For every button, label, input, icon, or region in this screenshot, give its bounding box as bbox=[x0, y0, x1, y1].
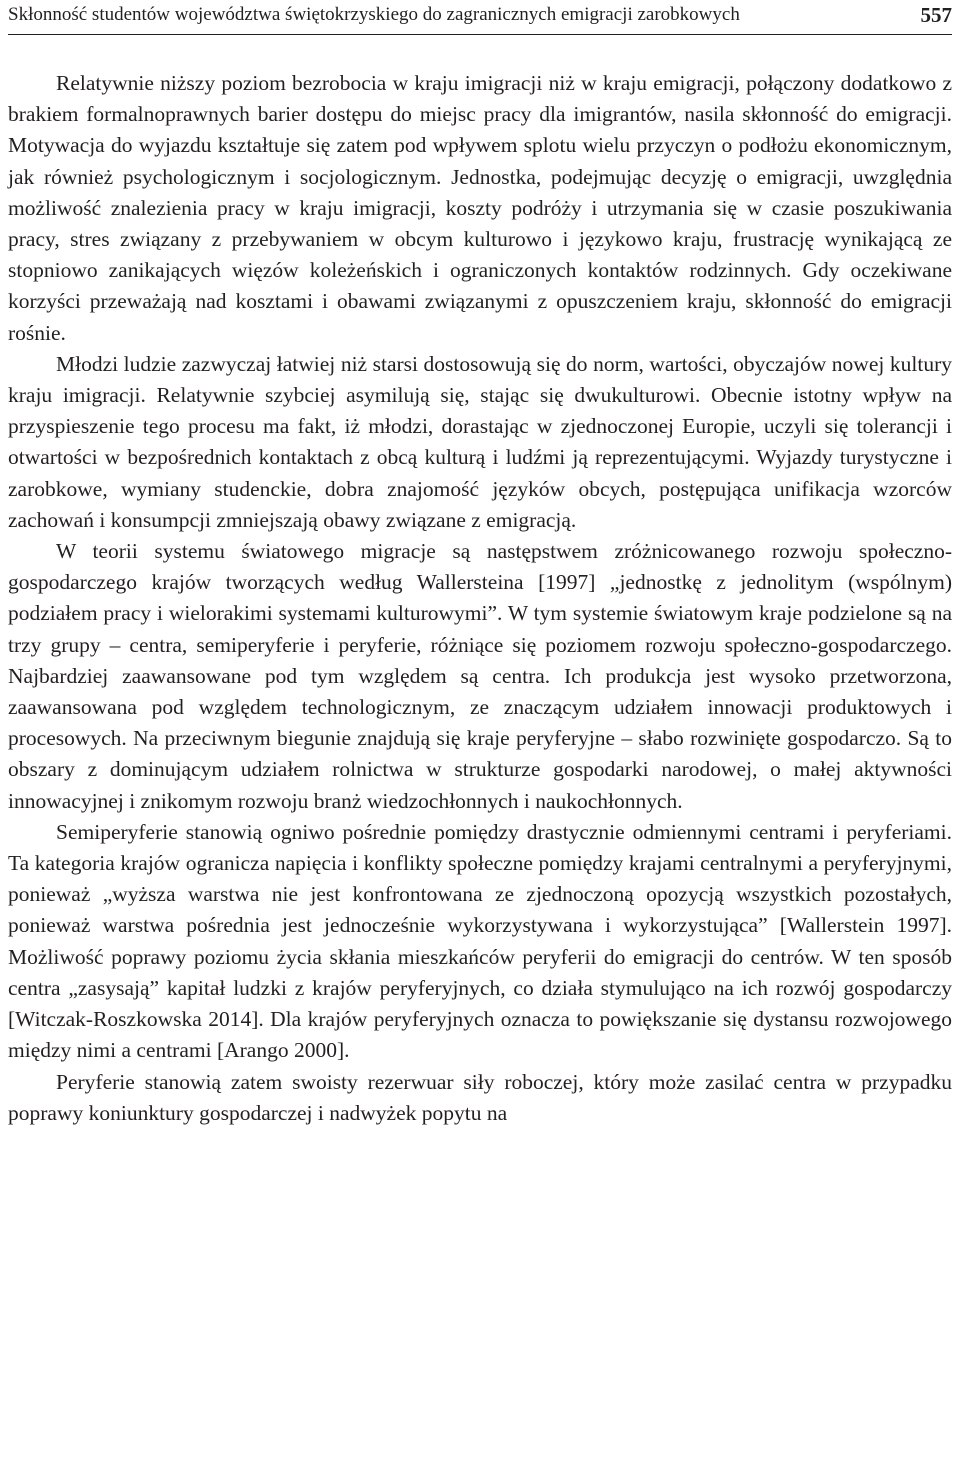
paragraph: Młodzi ludzie zazwyczaj łatwiej niż starsi dostosowują się do norm, wartości, obyczajów nowej kultury kraju imigracji. Relatywnie szybciej asymilują się, stając się dwukulturowi. Obecnie istotny wpływ na przyspieszenie tego procesu ma fakt, iż młodzi, dorastając w zjednoczonej Europie, uczyli się tolerancji i otwartości w bezpośrednich kontaktach z obcą kulturą i ludźmi ją reprezentującymi. Wyjazdy turystyczne i zarobkowe, wymiany studenckie, dobra znajomość języków obcych, postępująca unifikacja wzorców zachowań i konsumpcji zmniejszają obawy związane z emigracją. bbox=[8, 351, 952, 532]
document-page bbox=[8, 0, 952, 1129]
running-header bbox=[8, 0, 952, 35]
paragraph: Peryferie stanowią zatem swoisty rezerwuar siły roboczej, który może zasilać centra w przypadku poprawy koniunktury gospodarczej i nadwyżek popytu na bbox=[8, 1069, 952, 1125]
paragraph: Semiperyferie stanowią ogniwo pośrednie pomiędzy drastycznie odmiennymi centrami i peryferiami. Ta kategoria krajów ogranicza napięcia i konflikty społeczne pomiędzy krajami centralnymi a peryferyjnymi, ponieważ „wyższa warstwa nie jest konfrontowana ze zjednoczoną opozycją wszystkich pozostałych, ponieważ warstwa pośrednia jest jednocześnie wykorzystywana i wykorzystująca” [Wallerstein 1997]. Możliwość poprawy poziomu życia skłania mieszkańców peryferii do emigracji do centrów. W ten sposób centra „zasysają” kapitał ludzki z krajów peryferyjnych, co działa stymulująco na ich rozwój gospodarczy [Witczak-Roszkowska 2014]. Dla krajów peryferyjnych oznacza to powiększanie się dystansu rozwojowego między nimi a centrami [Arango 2000]. bbox=[8, 819, 952, 1063]
body-text bbox=[8, 68, 952, 1129]
paragraph: W teorii systemu światowego migracje są następstwem zróżnicowanego rozwoju społeczno-gospodarczego krajów tworzących według Wallersteina [1997] „jednostkę z jednolitym (wspólnym) podziałem pracy i wielorakimi systemami kulturowymi”. W tym systemie światowym kraje podzielone są na trzy grupy – centra, semiperyferie i peryferie, różniące się poziomem rozwoju społeczno-gospodarczego. Najbardziej zaawansowane pod tym względem są centra. Ich produkcja jest wysoko przetworzona, zaawansowana pod względem technologicznym, ze znaczącym udziałem innowacji produktowych i procesowych. Na przeciwnym biegunie znajdują się kraje peryferyjne – słabo rozwinięte gospodarczo. Są to obszary z dominującym udziałem rolnictwa w strukturze gospodarki narodowej, o małej aktywności innowacyjnej i znikomym rozwoju branż wiedzochłonnych i naukochłonnych. bbox=[8, 539, 952, 813]
page-number: 557 bbox=[920, 3, 952, 27]
running-header-title: Skłonność studentów województwa świętokrzyskiego do zagranicznych emigracji zarobkowych bbox=[8, 4, 740, 25]
paragraph: Relatywnie niższy poziom bezrobocia w kraju imigracji niż w kraju emigracji, połączony dodatkowo z brakiem formalnoprawnych barier dostępu do miejsc pracy dla imigrantów, nasila skłonność do emigracji. Motywacja do wyjazdu kształtuje się zatem pod wpływem splotu wielu przyczyn o podłożu ekonomicznym, jak również psychologicznym i socjologicznym. Jednostka, podejmując decyzję o emigracji, uwzględnia możliwość znalezienia pracy w kraju imigracji, koszty podróży i utrzymania się w czasie poszukiwania pracy, stres związany z przebywaniem w obcym kulturowo i językowo kraju, frustrację wynikającą ze stopniowo zanikających więzów koleżeńskich i ograniczonych kontaktów rodzinnych. Gdy oczekiwane korzyści przeważają nad kosztami i obawami związanymi z opuszczeniem kraju, skłonność do emigracji rośnie. bbox=[8, 71, 952, 345]
